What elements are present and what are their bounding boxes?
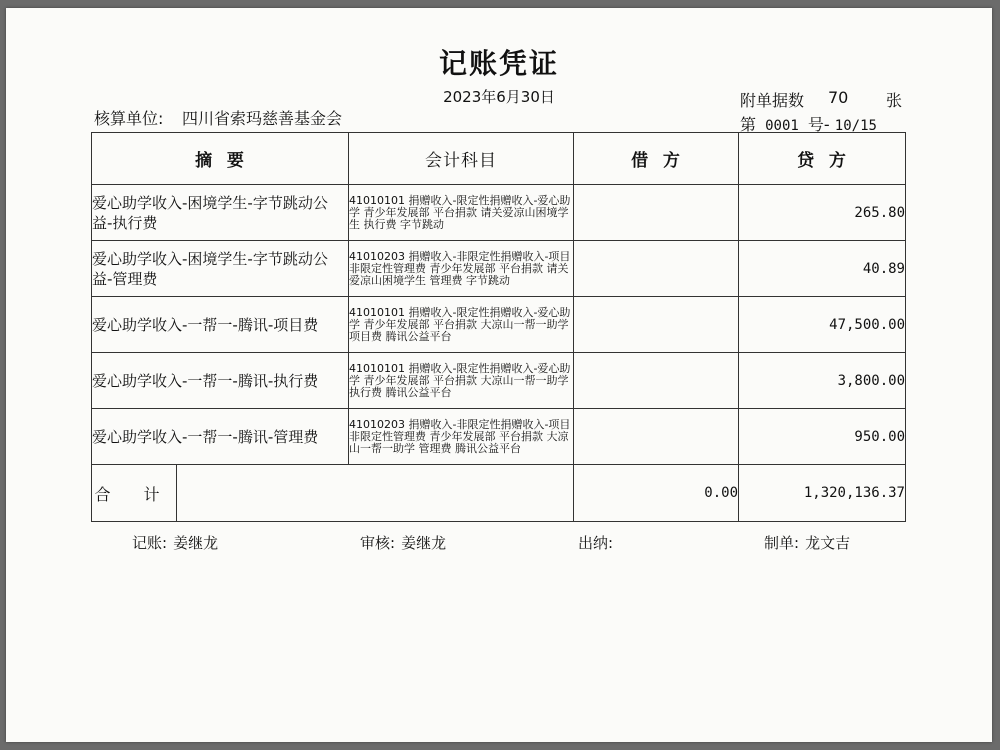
- bookkeeper-name: 姜继龙: [173, 534, 219, 552]
- auditor-name: 姜继龙: [401, 534, 447, 552]
- accounting-unit-label: 核算单位:: [94, 109, 164, 128]
- row-debit: [574, 353, 739, 409]
- table-row: [92, 409, 906, 465]
- row-account: 41010203 捐赠收入-非限定性捐赠收入-项目非限定性管理费 青少年发展部 平台捐款 大凉山一帮一助学 管理费 腾讯公益平台: [349, 409, 574, 465]
- row-summary: 爱心助学收入-一帮一-腾讯-执行费: [92, 353, 349, 409]
- row-summary: 爱心助学收入-一帮一-腾讯-管理费: [92, 409, 349, 465]
- row-account: 41010101 捐赠收入-限定性捐赠收入-爱心助学 青少年发展部 平台捐款 大凉山一帮一助学 项目费 腾讯公益平台: [349, 297, 574, 353]
- document-title: 记账凭证: [438, 47, 559, 80]
- attachment-label: 附单据数: [740, 91, 805, 110]
- row-summary: 爱心助学收入-困境学生-字节跳动公益-执行费: [92, 185, 349, 241]
- row-debit: [574, 241, 739, 297]
- voucher-page: 10/15: [834, 118, 877, 134]
- maker-label: 制单:: [764, 534, 800, 552]
- total-row: [92, 465, 906, 522]
- attachment-unit: 张: [886, 91, 903, 110]
- table-row: [92, 297, 906, 353]
- row-credit: 950.00: [739, 409, 906, 465]
- table-row: [92, 241, 906, 297]
- cashier-signature: [578, 532, 619, 553]
- row-credit: 47,500.00: [739, 297, 906, 353]
- voucher-prefix: 第: [740, 115, 757, 134]
- row-account: 41010203 捐赠收入-非限定性捐赠收入-项目非限定性管理费 青少年发展部 平台捐款 请关爱凉山困境学生 管理费 字节跳动: [349, 241, 574, 297]
- row-credit: 40.89: [739, 241, 906, 297]
- voucher-paper: [6, 8, 992, 742]
- table-row: [92, 185, 906, 241]
- row-debit: [574, 409, 739, 465]
- row-debit: [574, 297, 739, 353]
- row-account: 41010101 捐赠收入-限定性捐赠收入-爱心助学 青少年发展部 平台捐款 大凉山一帮一助学 执行费 腾讯公益平台: [349, 353, 574, 409]
- auditor-label: 审核:: [360, 534, 396, 552]
- header-summary: 摘 要: [92, 133, 349, 185]
- row-credit: 265.80: [739, 185, 906, 241]
- table-header: [92, 133, 906, 185]
- header-credit: 贷 方: [739, 133, 906, 185]
- voucher-table: [91, 132, 906, 522]
- total-credit: 1,320,136.37: [739, 465, 906, 522]
- total-label-cell: [92, 465, 574, 522]
- maker-signature: [764, 532, 850, 553]
- table-row: [92, 353, 906, 409]
- accounting-unit-name: 四川省索玛慈善基金会: [182, 109, 343, 128]
- auditor-signature: [360, 532, 446, 553]
- row-credit: 3,800.00: [739, 353, 906, 409]
- bookkeeper-signature: [132, 532, 218, 553]
- bookkeeper-label: 记账:: [132, 534, 168, 552]
- row-account: 41010101 捐赠收入-限定性捐赠收入-爱心助学 青少年发展部 平台捐款 请关爱凉山困境学生 执行费 字节跳动: [349, 185, 574, 241]
- cashier-label: 出纳:: [578, 534, 614, 552]
- maker-name: 龙文吉: [805, 534, 851, 552]
- total-label: 合 计: [92, 465, 177, 521]
- voucher-mid: 号-: [807, 115, 830, 134]
- voucher-no: 0001: [765, 118, 799, 134]
- row-summary: 爱心助学收入-一帮一-腾讯-项目费: [92, 297, 349, 353]
- total-debit: 0.00: [574, 465, 739, 522]
- attachment-count: 70: [828, 88, 849, 107]
- header-debit: 借 方: [574, 133, 739, 185]
- row-debit: [574, 185, 739, 241]
- voucher-date: 2023年6月30日: [443, 88, 555, 106]
- header-account: 会计科目: [349, 133, 574, 185]
- row-summary: 爱心助学收入-困境学生-字节跳动公益-管理费: [92, 241, 349, 297]
